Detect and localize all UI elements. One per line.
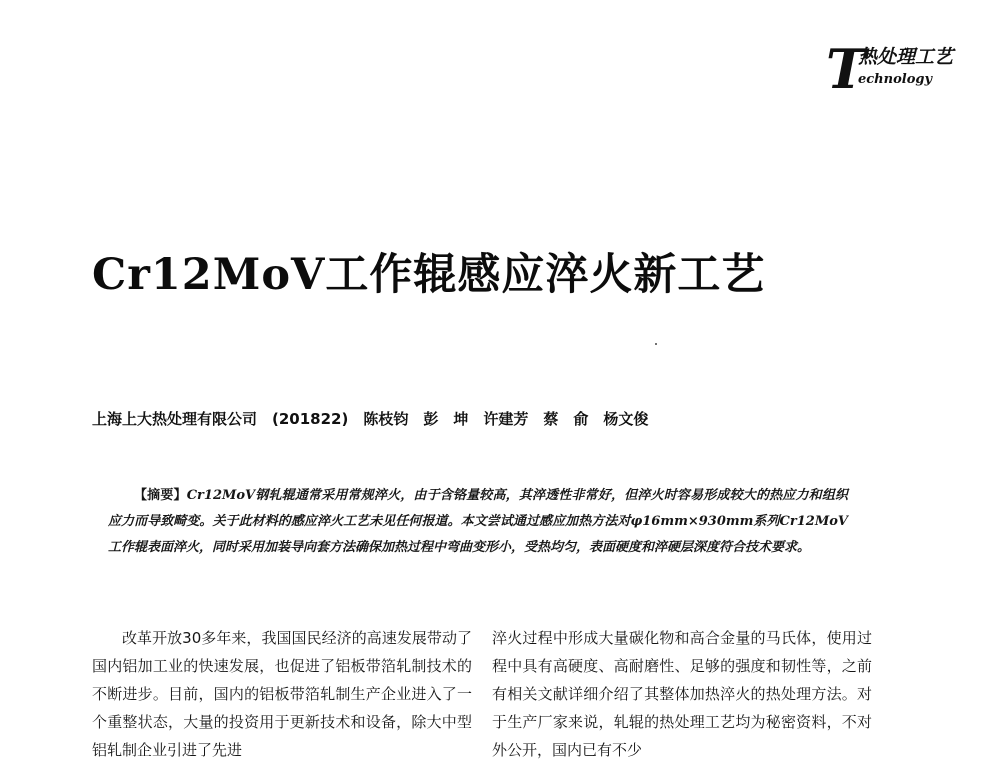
section-name-english: echnology xyxy=(858,72,933,87)
author-affiliation-line: 上海上大热处理有限公司 (201822) 陈枝钧 彭 坤 许建芳 蔡 俞 杨文俊 xyxy=(92,410,649,428)
body-right-column: 淬火过程中形成大量碳化物和高合金量的马氏体，使用过程中具有高硬度、高耐磨性、足够的强度和韧性等，之前有相关文献详细介绍了其整体加热淬火的热处理方法。对于生产厂家来说，轧辊的热处理工艺均为秘密资料，不对外公开，国内已有不少 xyxy=(492,629,872,759)
abstract-label: 【摘要】 xyxy=(134,488,187,503)
article-title: Cr12MoV工作辊感应淬火新工艺 xyxy=(92,250,766,300)
section-name: 热处理工艺 xyxy=(858,46,954,68)
abstract-text: Cr12MoV钢轧辊通常采用常规淬火，由于含铬量较高，其淬透性非常好，但淬火时容易形成较大的热应力和组织应力而导致畸变。关于此材料的感应淬火工艺未见任何报道。本文尝试通过感应加热方法对φ16mm×930mm系列Cr12MoV工作辊表面淬火，同时采用加装导向套方法确保加热过程中弯曲变形小，受热均匀，表面硬度和淬硬层深度符合技术要求。 xyxy=(108,488,848,555)
body-left-column: 改革开放30多年来，我国国民经济的高速发展带动了国内铝加工业的快速发展，也促进了铝板带箔轧制技术的不断进步。目前，国内的铝板带箔轧制生产企业进入了一个重整状态，大量的投资用于更新技术和设备，除大中型铝轧制企业引进了先进 xyxy=(92,629,472,759)
section-logo xyxy=(826,37,976,101)
abstract xyxy=(108,483,848,561)
scan-speck xyxy=(655,343,657,345)
section-logo-letter: T xyxy=(826,37,867,101)
